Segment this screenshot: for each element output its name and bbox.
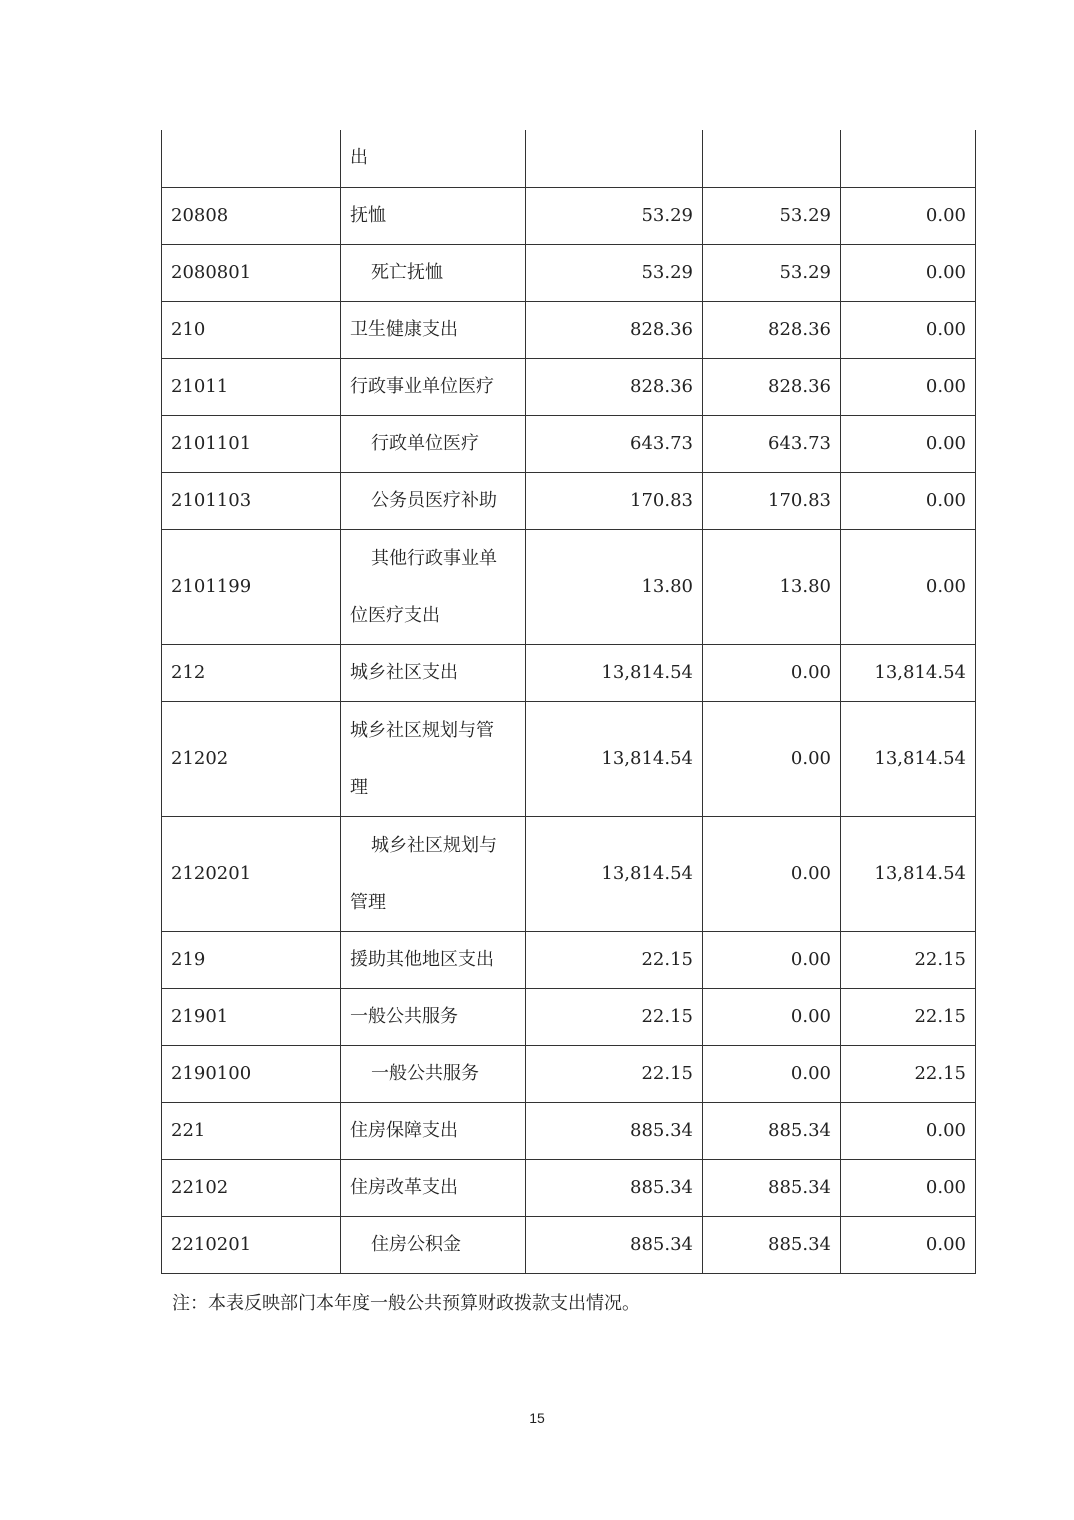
total-cell: 885.34 (526, 1102, 703, 1159)
total-cell: 53.29 (526, 244, 703, 301)
total-cell: 13,814.54 (526, 701, 703, 816)
name-cell: 住房保障支出 (341, 1102, 526, 1159)
project-cell: 22.15 (841, 1045, 976, 1102)
project-cell: 22.15 (841, 988, 976, 1045)
total-cell: 828.36 (526, 358, 703, 415)
project-cell: 13,814.54 (841, 644, 976, 701)
total-cell: 13,814.54 (526, 816, 703, 931)
total-cell: 13.80 (526, 529, 703, 644)
table-row (162, 931, 976, 988)
basic-cell: 828.36 (703, 358, 841, 415)
table-row (162, 187, 976, 244)
basic-cell: 0.00 (703, 988, 841, 1045)
project-cell: 0.00 (841, 301, 976, 358)
name-cell: 出 (341, 130, 526, 187)
table-row (162, 644, 976, 701)
basic-cell: 170.83 (703, 472, 841, 529)
name-cell: 一般公共服务 (341, 1045, 526, 1102)
project-cell: 22.15 (841, 931, 976, 988)
name-cell: 卫生健康支出 (341, 301, 526, 358)
code-cell: 21202 (162, 701, 341, 816)
project-cell: 0.00 (841, 358, 976, 415)
name-cell (341, 701, 526, 816)
table-row (162, 415, 976, 472)
table-row (162, 358, 976, 415)
total-cell: 828.36 (526, 301, 703, 358)
basic-cell: 0.00 (703, 701, 841, 816)
name-line-2: 管理 (350, 891, 386, 913)
table-row (162, 1216, 976, 1273)
budget-table (161, 130, 976, 1274)
code-cell: 219 (162, 931, 341, 988)
code-cell: 2190100 (162, 1045, 341, 1102)
table-row (162, 244, 976, 301)
name-cell: 行政单位医疗 (341, 415, 526, 472)
code-cell: 2101199 (162, 529, 341, 644)
basic-cell: 53.29 (703, 244, 841, 301)
total-cell: 13,814.54 (526, 644, 703, 701)
code-cell: 2101103 (162, 472, 341, 529)
name-cell: 援助其他地区支出 (341, 931, 526, 988)
basic-cell: 885.34 (703, 1102, 841, 1159)
total-cell (526, 130, 703, 187)
name-line-1: 其他行政事业单 (371, 547, 497, 569)
total-cell: 22.15 (526, 1045, 703, 1102)
code-cell: 210 (162, 301, 341, 358)
basic-cell: 885.34 (703, 1159, 841, 1216)
table-row (162, 988, 976, 1045)
total-cell: 170.83 (526, 472, 703, 529)
project-cell: 0.00 (841, 415, 976, 472)
basic-cell: 53.29 (703, 187, 841, 244)
table-row (162, 1102, 976, 1159)
table-row (162, 301, 976, 358)
code-cell (162, 130, 341, 187)
table-note: 注：本表反映部门本年度一般公共预算财政拨款支出情况。 (172, 1293, 640, 1314)
table-row (162, 1045, 976, 1102)
name-cell (341, 529, 526, 644)
project-cell: 0.00 (841, 1102, 976, 1159)
table-row (162, 701, 976, 816)
name-line-2: 位医疗支出 (350, 604, 440, 626)
total-cell: 885.34 (526, 1159, 703, 1216)
basic-cell (703, 130, 841, 187)
basic-cell: 13.80 (703, 529, 841, 644)
name-cell: 城乡社区支出 (341, 644, 526, 701)
project-cell: 0.00 (841, 472, 976, 529)
name-cell: 行政事业单位医疗 (341, 358, 526, 415)
name-cell: 住房公积金 (341, 1216, 526, 1273)
table-row-continued (162, 130, 976, 187)
project-cell (841, 130, 976, 187)
basic-cell: 643.73 (703, 415, 841, 472)
basic-cell: 0.00 (703, 816, 841, 931)
code-cell: 221 (162, 1102, 341, 1159)
name-line-2: 理 (350, 776, 368, 798)
code-cell: 21901 (162, 988, 341, 1045)
name-line-1: 城乡社区规划与管 (350, 719, 494, 741)
code-cell: 2210201 (162, 1216, 341, 1273)
table-row (162, 816, 976, 931)
code-cell: 2120201 (162, 816, 341, 931)
basic-cell: 0.00 (703, 1045, 841, 1102)
name-cell: 抚恤 (341, 187, 526, 244)
table-row (162, 1159, 976, 1216)
page-number: 15 (529, 1410, 545, 1426)
basic-cell: 885.34 (703, 1216, 841, 1273)
total-cell: 22.15 (526, 988, 703, 1045)
basic-cell: 0.00 (703, 644, 841, 701)
project-cell: 13,814.54 (841, 816, 976, 931)
project-cell: 0.00 (841, 187, 976, 244)
code-cell: 21011 (162, 358, 341, 415)
name-cell: 一般公共服务 (341, 988, 526, 1045)
total-cell: 22.15 (526, 931, 703, 988)
name-cell (341, 816, 526, 931)
basic-cell: 828.36 (703, 301, 841, 358)
name-line-1: 城乡社区规划与 (371, 834, 497, 856)
code-cell: 2101101 (162, 415, 341, 472)
basic-cell: 0.00 (703, 931, 841, 988)
total-cell: 53.29 (526, 187, 703, 244)
name-cell: 公务员医疗补助 (341, 472, 526, 529)
code-cell: 22102 (162, 1159, 341, 1216)
name-cell: 住房改革支出 (341, 1159, 526, 1216)
name-cell: 死亡抚恤 (341, 244, 526, 301)
project-cell: 0.00 (841, 529, 976, 644)
code-cell: 2080801 (162, 244, 341, 301)
project-cell: 0.00 (841, 1216, 976, 1273)
code-cell: 20808 (162, 187, 341, 244)
total-cell: 885.34 (526, 1216, 703, 1273)
project-cell: 0.00 (841, 1159, 976, 1216)
project-cell: 13,814.54 (841, 701, 976, 816)
table-row (162, 529, 976, 644)
total-cell: 643.73 (526, 415, 703, 472)
table-row (162, 472, 976, 529)
project-cell: 0.00 (841, 244, 976, 301)
code-cell: 212 (162, 644, 341, 701)
